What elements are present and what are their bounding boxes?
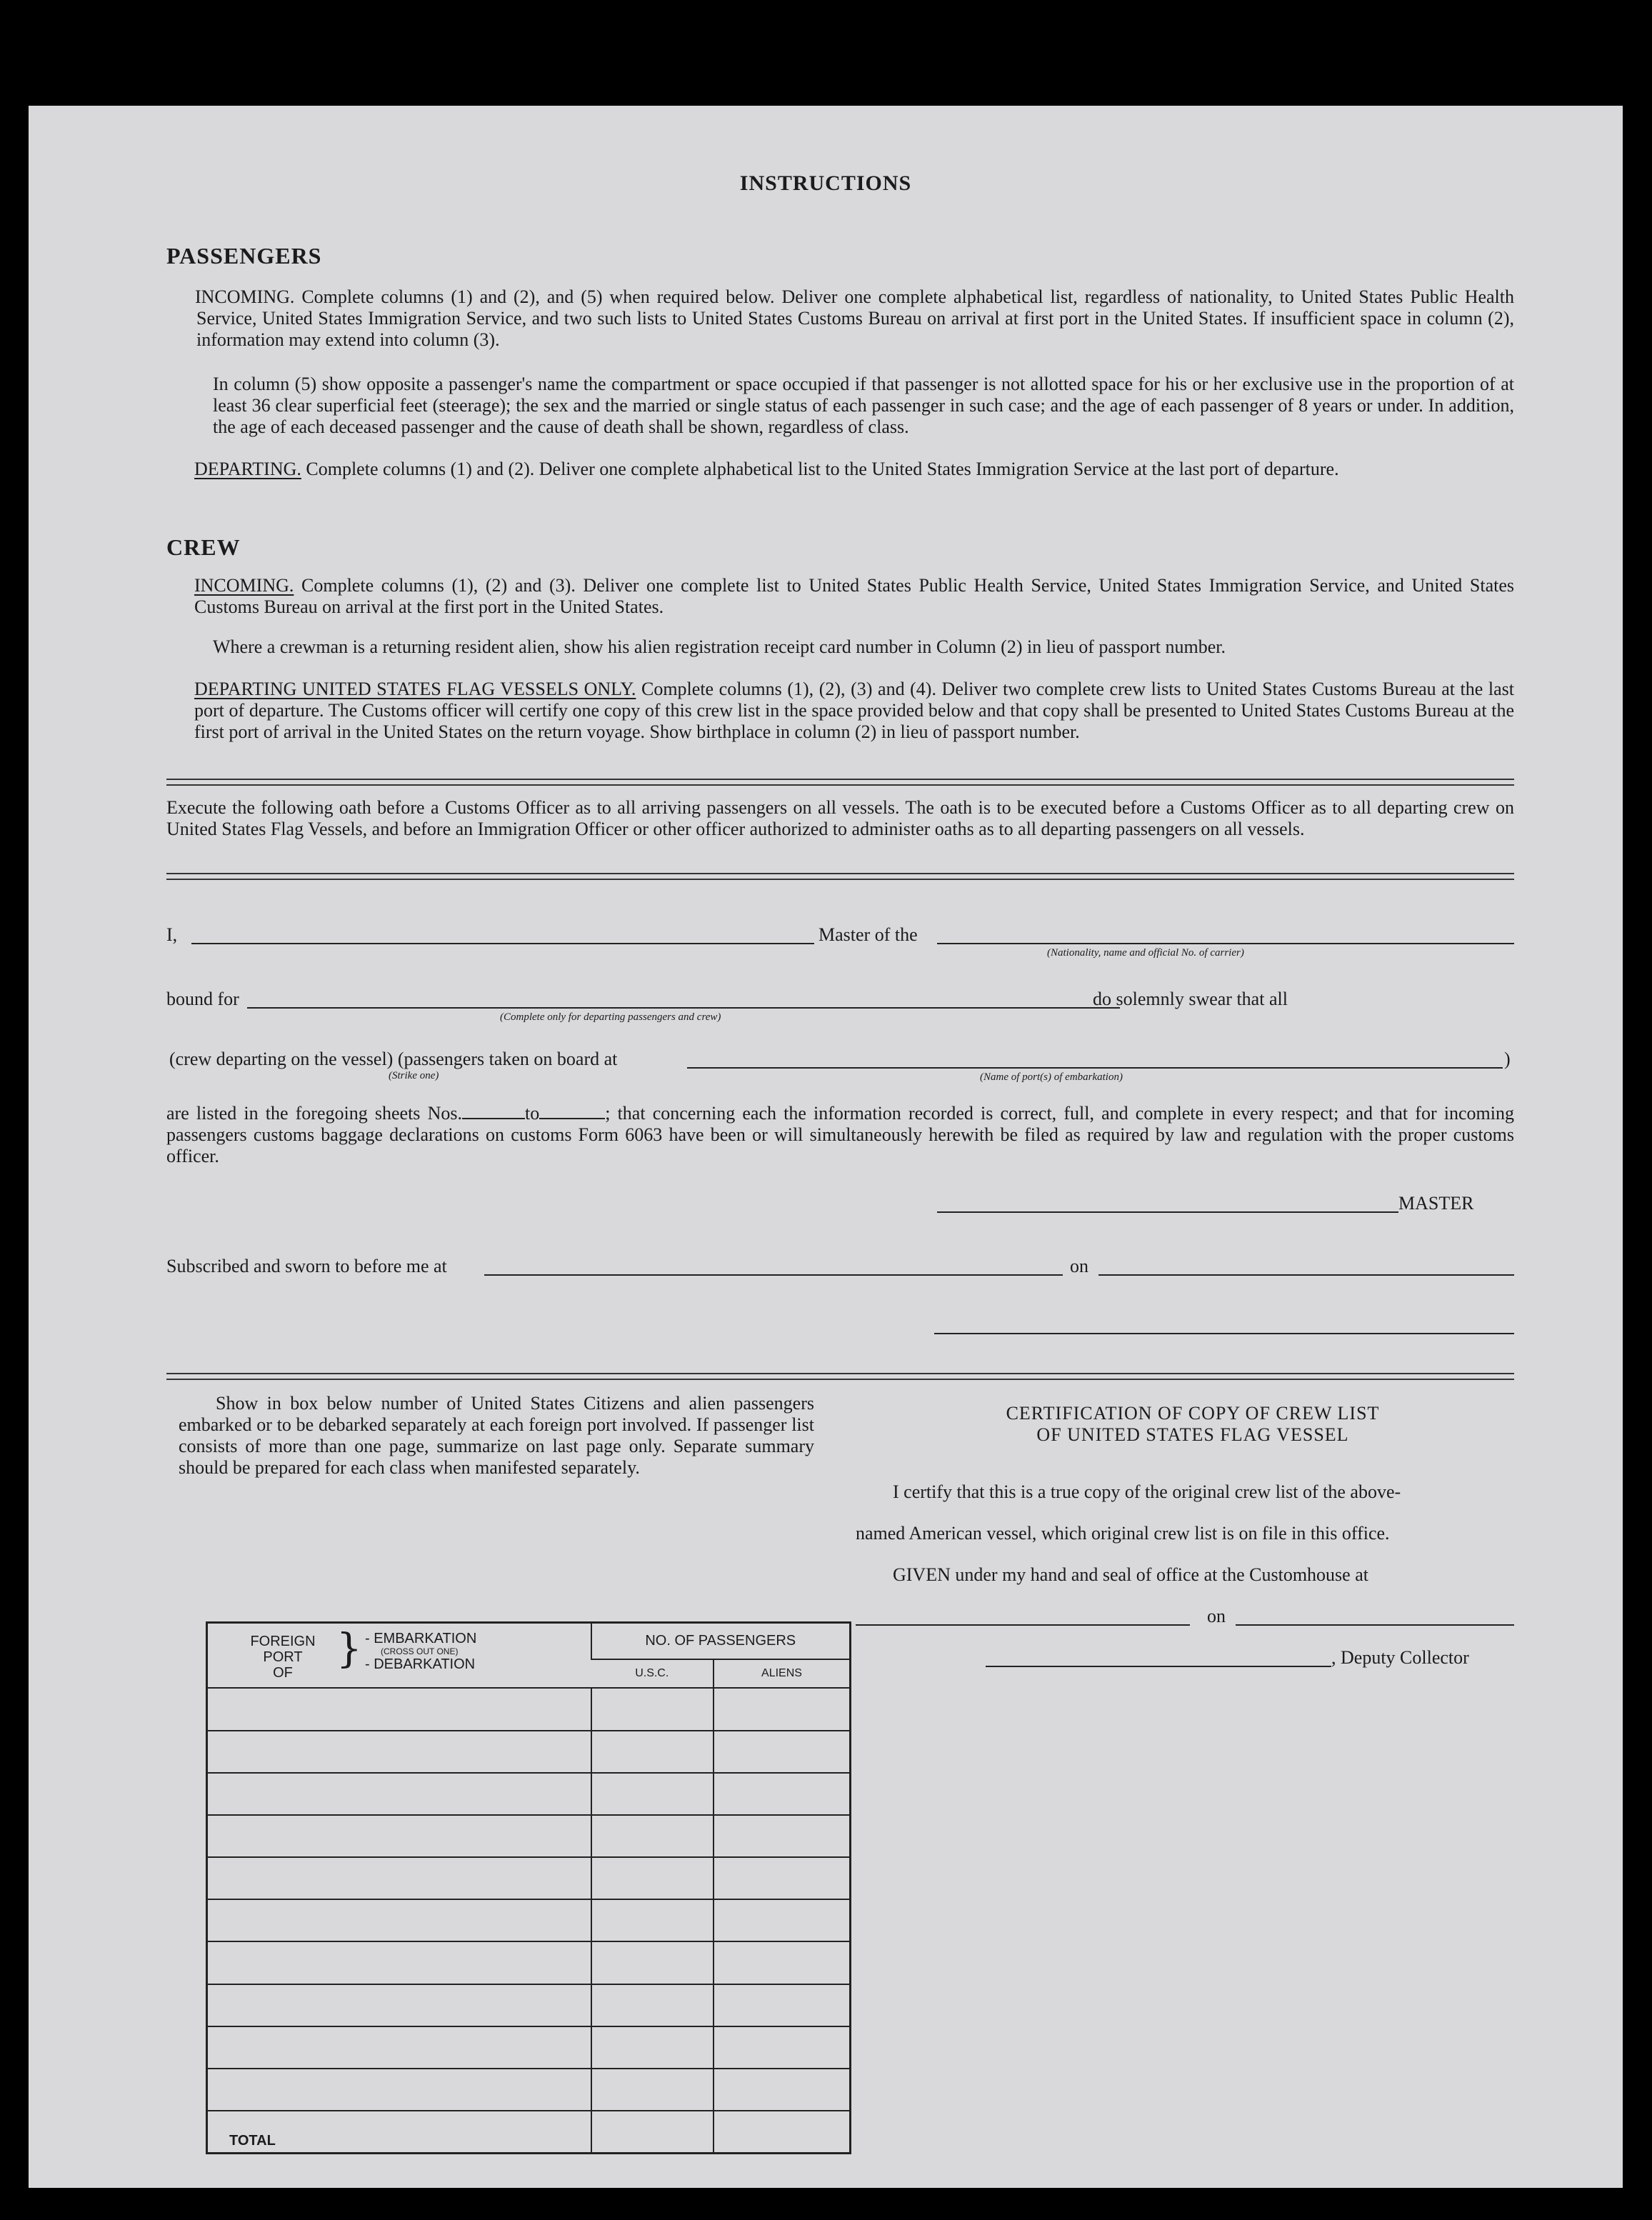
certification-on-label: on [1207,1606,1226,1626]
subscribed-label: Subscribed and sworn to before me at [166,1256,447,1276]
to-label: to [524,1103,540,1124]
master-label: MASTER [1398,1193,1474,1214]
passenger-summary-table [206,1621,851,2154]
table-row[interactable] [207,1941,851,1984]
aliens-header: ALIENS [714,1659,851,1689]
foreign-word: FOREIGN [250,1634,316,1649]
deputy-signature-field[interactable] [986,1666,1331,1667]
divider [166,779,1514,786]
passengers-departing-text [194,459,1514,480]
oath-i-label: I, [166,924,178,945]
cross-out-label: (CROSS OUT ONE) [381,1646,459,1656]
oath-instruction: Execute the following oath before a Customs Officer as to all arriving passengers on all vessels. The oath is to be executed before a Customs Officer as to all departing crew on United States Flag Vessels, and before an Immigration Officer or other officer authorized to administer oaths as to all departing passengers on all vessels. [166,797,1514,839]
crew-incoming-text [194,575,1514,618]
certification-line3: GIVEN under my hand and seal of office at the Customhouse at [893,1564,1368,1585]
table-row[interactable] [207,1731,851,1773]
complete-only-caption: (Complete only for departing passengers and crew) [500,1011,721,1023]
crew-departing-text [194,679,1514,743]
certification-title-line1: CERTIFICATION OF COPY OF CREW LIST [1006,1403,1380,1424]
statement-rest: ; that concerning each the information recorded is correct, full, and complete in every respect; and that for incoming passengers customs baggage declarations on customs Form 6063 have been or will simultaneously herewith be filed as required by law and regulation with the proper customs officer. [166,1103,1514,1166]
summary-instruction: Show in box below number of United States Citizens and alien passengers embarked or to be debarked separately at each foreign port involved. If passenger list consists of more than one page, summarize on last page only. Separate summary should be prepared for each class when manifested separately. [179,1393,814,1478]
table-row[interactable] [207,1984,851,2026]
certification-line2: named American vessel, which original crew list is on file in this office. [856,1523,1390,1544]
table-row[interactable] [207,1857,851,1899]
form-page [29,106,1623,2188]
total-aliens-cell[interactable] [714,2111,851,2153]
oath-statement [166,1103,1514,1167]
destination-field[interactable] [247,1007,1120,1009]
total-usc-cell[interactable] [591,2111,714,2153]
page-title: INSTRUCTIONS [739,171,912,195]
passengers-departing-label: DEPARTING. [194,459,301,479]
swear-text: do solemnly swear that all [1093,989,1288,1009]
sworn-place-field[interactable] [484,1274,1063,1276]
no-of-passengers-header: NO. OF PASSENGERS [591,1623,851,1659]
deputy-collector-label: , Deputy Collector [1331,1647,1469,1668]
usc-header: U.S.C. [591,1659,714,1689]
nationality-caption: (Nationality, name and official No. of carrier) [1047,947,1244,959]
carrier-field[interactable] [937,943,1514,944]
port-word: PORT [263,1649,303,1665]
strike-one-caption: (Strike one) [389,1070,439,1081]
crew-incoming-label: INCOMING. [194,575,294,596]
certification-title-line2: OF UNITED STATES FLAG VESSEL [1036,1424,1349,1445]
total-row[interactable] [207,2111,851,2153]
crew-departing-text: (crew departing on the vessel) (passengers taken on board at [169,1049,618,1069]
passengers-incoming-body: Complete columns (1) and (2), and (5) when required below. Deliver one complete alphabetical list, regardless of nationality, to United States Public Health Service, United States Immigration Service, and two such lists to United States Customs Bureau on arrival at first port in the United States. If insufficient space in column (2), information may extend into column (3). [196,286,1514,350]
table-row[interactable] [207,1815,851,1857]
embark-debark-label [365,1631,476,1672]
certification-date-field[interactable] [1236,1624,1514,1626]
certification-line1: I certify that this is a true copy of the original crew list of the above- [893,1481,1401,1502]
foreign-port-of-label [236,1634,329,1681]
on-label: on [1070,1256,1088,1276]
master-of-the-label: Master of the [819,924,918,945]
sheet-from-field[interactable] [462,1104,525,1119]
master-signature-field[interactable] [937,1211,1398,1213]
divider [166,1373,1514,1380]
divider [166,873,1514,880]
of-word: OF [273,1665,293,1681]
customhouse-field[interactable] [856,1624,1190,1626]
total-label: TOTAL [207,2111,591,2153]
crew-departing-label: DEPARTING UNITED STATES FLAG VESSELS ONLY. [194,679,636,699]
crew-departing-body: Complete columns (1), (2), (3) and (4). Deliver two complete crew lists to United States Customs Bureau at the last port of departure. The Customs officer will certify one copy of this crew list in the space provided below and that copy shall be presented to United States Customs Bureau at the first port of arrival in the United States on the return voyage. Show birthplace in column (2) in lieu of passport number. [194,679,1515,742]
are-listed-label: are listed in the foregoing sheets Nos. [166,1103,462,1124]
bound-for-label: bound for [166,989,239,1009]
crew-incoming-body: Complete columns (1), (2) and (3). Deliver one complete list to United States Public Health Service, United States Immigration Service, and United States Customs Bureau on arrival at the first port in the United States. [194,575,1514,617]
passengers-departing-body: Complete columns (1) and (2). Deliver one complete alphabetical list to the United States Immigration Service at the last port of departure. [306,459,1339,479]
table-row[interactable] [207,2069,851,2111]
embarkation-label: - EMBARKATION [365,1631,477,1646]
sheet-to-field[interactable] [539,1104,605,1119]
debarkation-label: - DEBARKATION [365,1656,476,1672]
crew-resident-text: Where a crewman is a returning resident alien, show his alien registration receipt card number in Column (2) in lieu of passport number. [213,636,1226,657]
passengers-heading: PASSENGERS [166,243,322,269]
table-row[interactable] [207,1773,851,1815]
crew-heading: CREW [166,534,241,560]
table-row[interactable] [207,2026,851,2069]
embarkation-ports-field[interactable] [687,1067,1503,1069]
master-name-field[interactable] [191,943,814,944]
sworn-date-field[interactable] [1098,1274,1514,1276]
passengers-column5-text: In column (5) show opposite a passenger's name the compartment or space occupied if that passenger is not allotted space for his or her exclusive use in the proportion of at least 36 clear superficial feet (steerage); the sex and the married or single status of each passenger in such case; and the age of each passenger of 8 years or under. In addition, the age of each deceased passenger and the cause of death shall be shown, regardless of class. [213,374,1514,437]
ports-caption: (Name of port(s) of embarkation) [980,1071,1123,1083]
table-row[interactable] [207,1899,851,1941]
brace-icon: } [336,1626,362,1672]
officer-signature-field[interactable] [934,1333,1514,1334]
close-paren: ) [1504,1049,1511,1069]
port-header-cell [207,1623,591,1689]
passengers-incoming-text [196,286,1514,351]
certification-title [871,1403,1514,1446]
passengers-incoming-label: INCOMING. [195,286,295,307]
table-row[interactable] [207,1688,851,1730]
